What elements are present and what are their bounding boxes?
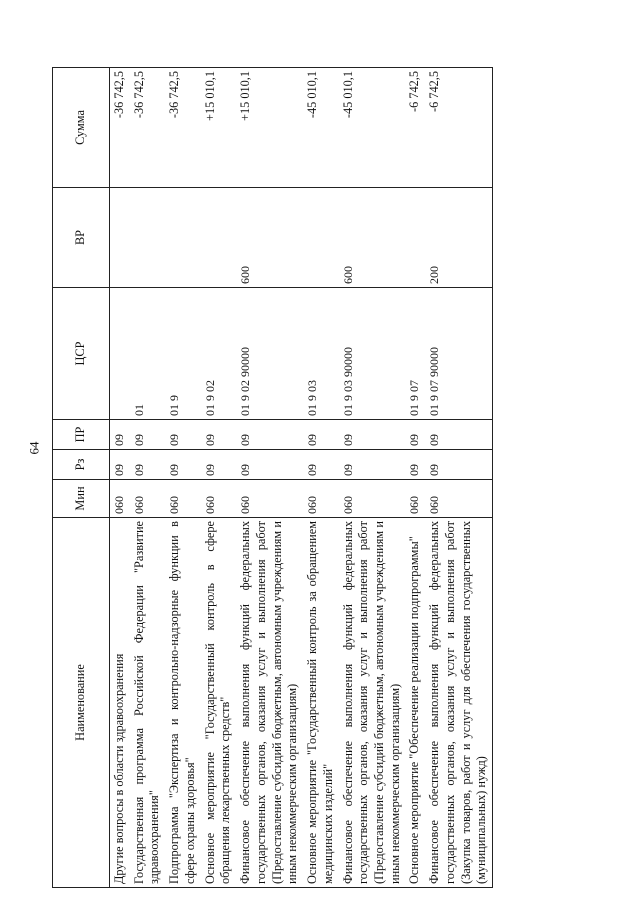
row-rz: 09 bbox=[303, 450, 338, 480]
page-number: 64 bbox=[26, 441, 42, 455]
row-vr bbox=[110, 188, 130, 288]
table-row bbox=[425, 68, 492, 888]
row-rz: 09 bbox=[130, 450, 165, 480]
row-name: Финансовое обеспечение выполнения функций федеральных государственных органов, оказания услуг и выполнения работ (Предоставление субсидий бюджетным, автономным учреждениям и иным некоммерческим организациям) bbox=[236, 518, 303, 888]
row-name: Подпрограмма "Экспертиза и контрольно-надзорные функции в сфере охраны здоровья" bbox=[165, 518, 200, 888]
row-rz: 09 bbox=[425, 450, 492, 480]
row-min: 060 bbox=[130, 480, 165, 518]
row-rz: 09 bbox=[201, 450, 236, 480]
row-name: Основное мероприятие "Обеспечение реализации подпрограммы" bbox=[405, 518, 425, 888]
row-csr bbox=[110, 288, 130, 420]
row-pr: 09 bbox=[405, 420, 425, 450]
row-sum: -36 742,5 bbox=[165, 68, 200, 188]
row-min: 060 bbox=[110, 480, 130, 518]
table-row bbox=[110, 68, 130, 888]
row-csr: 01 9 07 90000 bbox=[425, 288, 492, 420]
row-vr bbox=[201, 188, 236, 288]
table-row bbox=[165, 68, 200, 888]
row-csr: 01 9 bbox=[165, 288, 200, 420]
row-rz: 09 bbox=[236, 450, 303, 480]
header-pr: ПР bbox=[53, 420, 110, 450]
rotated-page-content bbox=[52, 68, 493, 888]
row-csr: 01 9 02 bbox=[201, 288, 236, 420]
table-header-row bbox=[53, 68, 110, 888]
table-row bbox=[236, 68, 303, 888]
row-pr: 09 bbox=[339, 420, 406, 450]
row-rz: 09 bbox=[405, 450, 425, 480]
row-sum: -36 742,5 bbox=[110, 68, 130, 188]
row-vr bbox=[165, 188, 200, 288]
row-sum: -45 010,1 bbox=[303, 68, 338, 188]
row-pr: 09 bbox=[201, 420, 236, 450]
header-sum: Сумма bbox=[53, 68, 110, 188]
row-sum: -6 742,5 bbox=[405, 68, 425, 188]
row-csr: 01 9 02 90000 bbox=[236, 288, 303, 420]
header-min: Мин bbox=[53, 480, 110, 518]
row-pr: 09 bbox=[165, 420, 200, 450]
row-csr: 01 9 03 bbox=[303, 288, 338, 420]
row-vr bbox=[405, 188, 425, 288]
row-pr: 09 bbox=[130, 420, 165, 450]
row-pr: 09 bbox=[236, 420, 303, 450]
row-pr: 09 bbox=[425, 420, 492, 450]
row-rz: 09 bbox=[165, 450, 200, 480]
row-sum: +15 010,1 bbox=[201, 68, 236, 188]
row-vr: 600 bbox=[236, 188, 303, 288]
row-name: Государственная программа Российской Федерации "Развитие здравоохранения" bbox=[130, 518, 165, 888]
row-sum: -6 742,5 bbox=[425, 68, 492, 188]
row-vr: 600 bbox=[339, 188, 406, 288]
header-csr: ЦСР bbox=[53, 288, 110, 420]
row-min: 060 bbox=[405, 480, 425, 518]
header-name: Наименование bbox=[53, 518, 110, 888]
header-vr: ВР bbox=[53, 188, 110, 288]
row-min: 060 bbox=[201, 480, 236, 518]
row-csr: 01 bbox=[130, 288, 165, 420]
table-row bbox=[339, 68, 406, 888]
row-csr: 01 9 07 bbox=[405, 288, 425, 420]
row-min: 060 bbox=[303, 480, 338, 518]
row-pr: 09 bbox=[303, 420, 338, 450]
row-pr: 09 bbox=[110, 420, 130, 450]
header-rz: Рз bbox=[53, 450, 110, 480]
row-sum: -45 010,1 bbox=[339, 68, 406, 188]
row-vr bbox=[303, 188, 338, 288]
row-sum: +15 010,1 bbox=[236, 68, 303, 188]
row-csr: 01 9 03 90000 bbox=[339, 288, 406, 420]
row-name: Финансовое обеспечение выполнения функций федеральных государственных органов, оказания услуг и выполнения работ (Закупка товаров, работ и услуг для обеспечения государственных (муниципальных) нужд) bbox=[425, 518, 492, 888]
row-vr: 200 bbox=[425, 188, 492, 288]
row-name: Финансовое обеспечение выполнения функций федеральных государственных органов, оказания услуг и выполнения работ (Предоставление субсидий бюджетным, автономным учреждениям и иным некоммерческим организациям) bbox=[339, 518, 406, 888]
row-name: Основное мероприятие "Государственный контроль в сфере обращения лекарственных средств" bbox=[201, 518, 236, 888]
table-row bbox=[303, 68, 338, 888]
table-row bbox=[405, 68, 425, 888]
row-vr bbox=[130, 188, 165, 288]
budget-table bbox=[52, 67, 493, 888]
row-min: 060 bbox=[236, 480, 303, 518]
row-rz: 09 bbox=[110, 450, 130, 480]
row-min: 060 bbox=[339, 480, 406, 518]
table-row bbox=[201, 68, 236, 888]
row-name: Основное мероприятие "Государственный контроль за обращением медицинских изделий" bbox=[303, 518, 338, 888]
row-name: Другие вопросы в области здравоохранения bbox=[110, 518, 130, 888]
table-row bbox=[130, 68, 165, 888]
row-sum: -36 742,5 bbox=[130, 68, 165, 188]
row-min: 060 bbox=[165, 480, 200, 518]
row-min: 060 bbox=[425, 480, 492, 518]
row-rz: 09 bbox=[339, 450, 406, 480]
